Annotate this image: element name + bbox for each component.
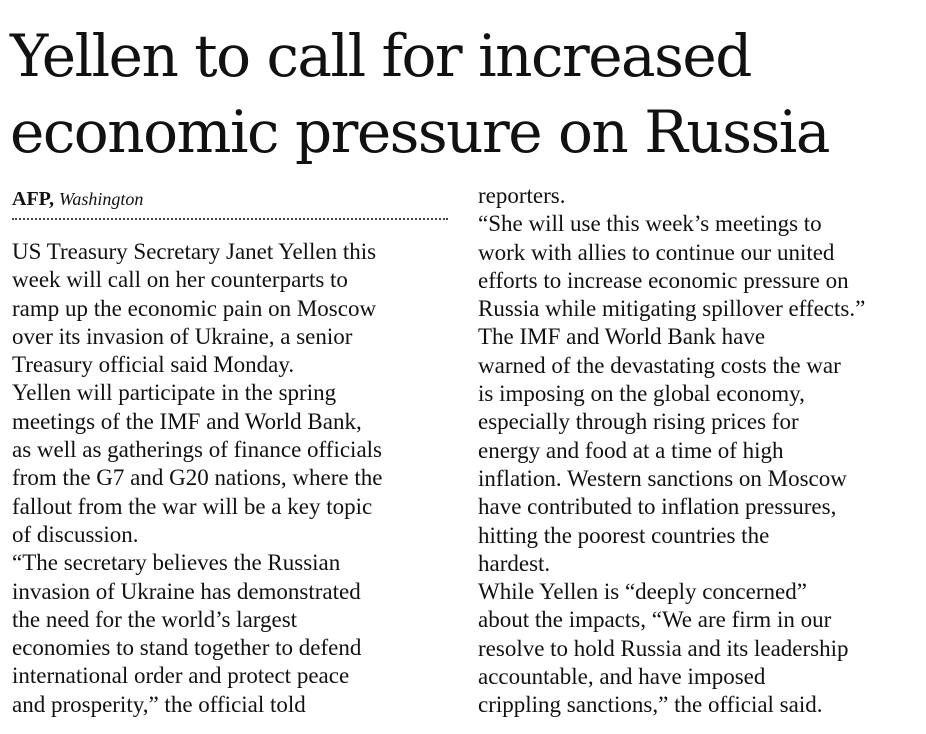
body-line: over its invasion of Ukraine, a senior bbox=[12, 323, 353, 349]
body-line: Treasury official said Monday. bbox=[12, 352, 295, 378]
body-line: inflation. Western sanctions on Moscow bbox=[478, 465, 847, 491]
body-line: The IMF and World Bank have bbox=[478, 324, 766, 350]
body-line: as well as gatherings of finance officials bbox=[12, 437, 382, 463]
headline bbox=[10, 18, 916, 170]
body-line: warned of the devastating costs the war bbox=[478, 352, 841, 378]
body-line: and prosperity,” the official told bbox=[12, 691, 306, 717]
body-line: Yellen will participate in the spring bbox=[12, 380, 337, 406]
headline-line: economic pressure on Russia bbox=[10, 98, 829, 166]
body-line: is imposing on the global economy, bbox=[478, 381, 805, 407]
body-line: fallout from the war will be a key topic bbox=[12, 493, 373, 519]
body-line: international order and protect peace bbox=[12, 663, 350, 689]
body-line: reporters. bbox=[478, 183, 566, 208]
byline bbox=[12, 187, 143, 211]
body-line: the need for the world’s largest bbox=[12, 606, 298, 632]
body-line: about the impacts, “We are firm in our bbox=[478, 607, 832, 633]
dotted-divider bbox=[12, 218, 448, 220]
byline-agency: AFP, bbox=[12, 188, 55, 210]
body-line: economies to stand together to defend bbox=[12, 635, 362, 661]
body-line: crippling sanctions,” the official said. bbox=[478, 692, 823, 718]
body-line: work with allies to continue our united bbox=[478, 239, 835, 265]
body-line: of discussion. bbox=[12, 521, 139, 547]
body-line: US Treasury Secretary Janet Yellen this bbox=[12, 239, 377, 264]
body-line: especially through rising prices for bbox=[478, 409, 799, 435]
body-line: energy and food at a time of high bbox=[478, 437, 784, 463]
body-line: efforts to increase economic pressure on bbox=[478, 267, 849, 293]
body-line: meetings of the IMF and World Bank, bbox=[12, 408, 362, 434]
article-column-right bbox=[478, 182, 865, 720]
body-line: “She will use this week’s meetings to bbox=[478, 211, 822, 237]
headline-line: Yellen to call for increased bbox=[10, 22, 751, 90]
body-line: hitting the poorest countries the bbox=[478, 522, 770, 548]
body-line: from the G7 and G20 nations, where the bbox=[12, 465, 383, 491]
body-line: have contributed to inflation pressures, bbox=[478, 494, 837, 520]
body-line: “The secretary believes the Russian bbox=[12, 550, 341, 576]
body-line: accountable, and have imposed bbox=[478, 664, 766, 690]
body-line: resolve to hold Russia and its leadership bbox=[478, 635, 849, 661]
body-line: Russia while mitigating spillover effects.” bbox=[478, 296, 866, 322]
body-line: week will call on her counterparts to bbox=[12, 267, 348, 293]
article-column-left bbox=[12, 238, 382, 719]
body-line: invasion of Ukraine has demonstrated bbox=[12, 578, 361, 604]
byline-location: Washington bbox=[59, 189, 144, 209]
body-line: ramp up the economic pain on Moscow bbox=[12, 295, 377, 321]
body-line: hardest. bbox=[478, 550, 551, 576]
body-line: While Yellen is “deeply concerned” bbox=[478, 579, 807, 605]
